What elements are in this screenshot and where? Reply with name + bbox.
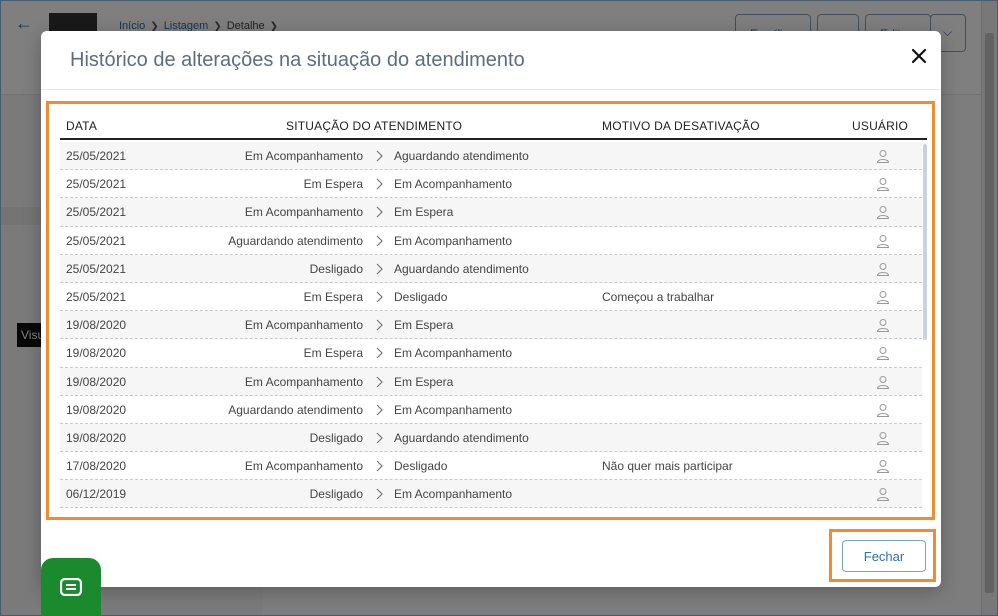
row-status-from: Em Acompanhamento: [244, 459, 363, 474]
row-status-from: Desligado: [309, 487, 363, 502]
row-status-from: Desligado: [309, 261, 363, 276]
table-row: [60, 227, 922, 255]
table-row: [60, 255, 922, 283]
row-status-to: Aguardando atendimento: [394, 430, 529, 445]
table-row: [60, 198, 922, 226]
column-header-situacao: SITUAÇÃO DO ATENDIMENTO: [286, 119, 463, 133]
row-status-from: Em Espera: [303, 177, 363, 192]
chevron-right-icon: [374, 404, 384, 416]
row-status-to: Em Espera: [394, 374, 454, 389]
row-status-from: Em Acompanhamento: [244, 318, 363, 333]
table-body: [60, 142, 922, 508]
row-status-from: Em Acompanhamento: [244, 149, 363, 163]
table-row: [60, 396, 922, 424]
table-row: [60, 368, 922, 396]
history-table: [46, 101, 935, 520]
row-status-to: Em Espera: [394, 318, 454, 333]
row-status-to: Aguardando atendimento: [394, 149, 529, 163]
row-date: 25/05/2021: [66, 289, 127, 304]
row-date: 25/05/2021: [66, 233, 127, 248]
row-status-to: Em Acompanhamento: [394, 177, 513, 192]
table-row: [60, 283, 922, 311]
table-row: [60, 339, 922, 367]
user-icon[interactable]: [876, 431, 890, 445]
user-icon[interactable]: [876, 262, 890, 276]
user-icon[interactable]: [876, 459, 890, 473]
table-header: [60, 112, 927, 140]
row-date: 19/08/2020: [66, 402, 127, 417]
fechar-button[interactable]: Fechar: [842, 540, 926, 572]
row-status-to: Em Acompanhamento: [394, 346, 513, 361]
history-modal: [41, 31, 941, 587]
chat-button[interactable]: [41, 558, 101, 616]
row-date: 19/08/2020: [66, 346, 127, 361]
chevron-right-icon: [374, 235, 384, 247]
fechar-highlight: [829, 529, 936, 582]
user-icon[interactable]: [876, 234, 890, 248]
row-status-from: Em Acompanhamento: [244, 205, 363, 220]
user-icon[interactable]: [876, 403, 890, 417]
row-date: 19/08/2020: [66, 374, 127, 389]
user-icon[interactable]: [876, 177, 890, 191]
modal-title: Histórico de alterações na situação do atendimento: [70, 49, 525, 71]
chevron-right-icon: [374, 376, 384, 388]
table-row: [60, 142, 922, 170]
table-row: [60, 311, 922, 339]
row-status-from: Em Acompanhamento: [244, 374, 363, 389]
row-date: 19/08/2020: [66, 318, 127, 333]
chat-icon: [60, 578, 82, 596]
row-status-to: Em Acompanhamento: [394, 402, 513, 417]
row-status-to: Em Espera: [394, 205, 454, 220]
row-status-from: Em Espera: [303, 346, 363, 361]
row-status-to: Desligado: [394, 289, 448, 304]
chevron-right-icon: [374, 178, 384, 190]
user-icon[interactable]: [876, 375, 890, 389]
chevron-right-icon: [374, 291, 384, 303]
chevron-right-icon: [374, 150, 384, 162]
chevron-right-icon: [374, 263, 384, 275]
row-status-to: Em Acompanhamento: [394, 233, 513, 248]
user-icon[interactable]: [876, 149, 890, 163]
user-icon[interactable]: [876, 487, 890, 501]
row-date: 25/05/2021: [66, 149, 127, 163]
row-status-from: Desligado: [309, 430, 363, 445]
row-status-from: Aguardando atendimento: [228, 233, 363, 248]
row-status-to: Aguardando atendimento: [394, 261, 529, 276]
table-row: [60, 480, 922, 508]
row-date: 19/08/2020: [66, 430, 127, 445]
row-date: 25/05/2021: [66, 177, 127, 192]
row-date: 25/05/2021: [66, 205, 127, 220]
chevron-right-icon: [374, 488, 384, 500]
column-header-motivo: MOTIVO DA DESATIVAÇÃO: [602, 119, 760, 133]
user-icon[interactable]: [876, 205, 890, 219]
chevron-right-icon: [374, 347, 384, 359]
column-header-data: DATA: [66, 119, 98, 133]
table-row: [60, 170, 922, 198]
row-status-to: Desligado: [394, 459, 448, 474]
table-row: [60, 452, 922, 480]
row-reason: Começou a trabalhar: [602, 289, 715, 304]
table-scrollbar[interactable]: [923, 144, 927, 340]
user-icon[interactable]: [876, 318, 890, 332]
user-icon[interactable]: [876, 346, 890, 360]
chevron-right-icon: [374, 319, 384, 331]
modal-divider: [41, 89, 941, 90]
row-reason: Não quer mais participar: [602, 459, 733, 474]
chevron-right-icon: [374, 460, 384, 472]
row-status-from: Em Espera: [303, 289, 363, 304]
close-icon[interactable]: [907, 44, 931, 68]
row-date: 17/08/2020: [66, 459, 127, 474]
row-status-from: Aguardando atendimento: [228, 402, 363, 417]
chevron-right-icon: [374, 432, 384, 444]
row-status-to: Em Acompanhamento: [394, 487, 513, 502]
row-date: 25/05/2021: [66, 261, 127, 276]
column-header-usuario: USUÁRIO: [852, 119, 909, 133]
table-row: [60, 424, 922, 452]
row-date: 06/12/2019: [66, 487, 127, 502]
chevron-right-icon: [374, 206, 384, 218]
user-icon[interactable]: [876, 290, 890, 304]
